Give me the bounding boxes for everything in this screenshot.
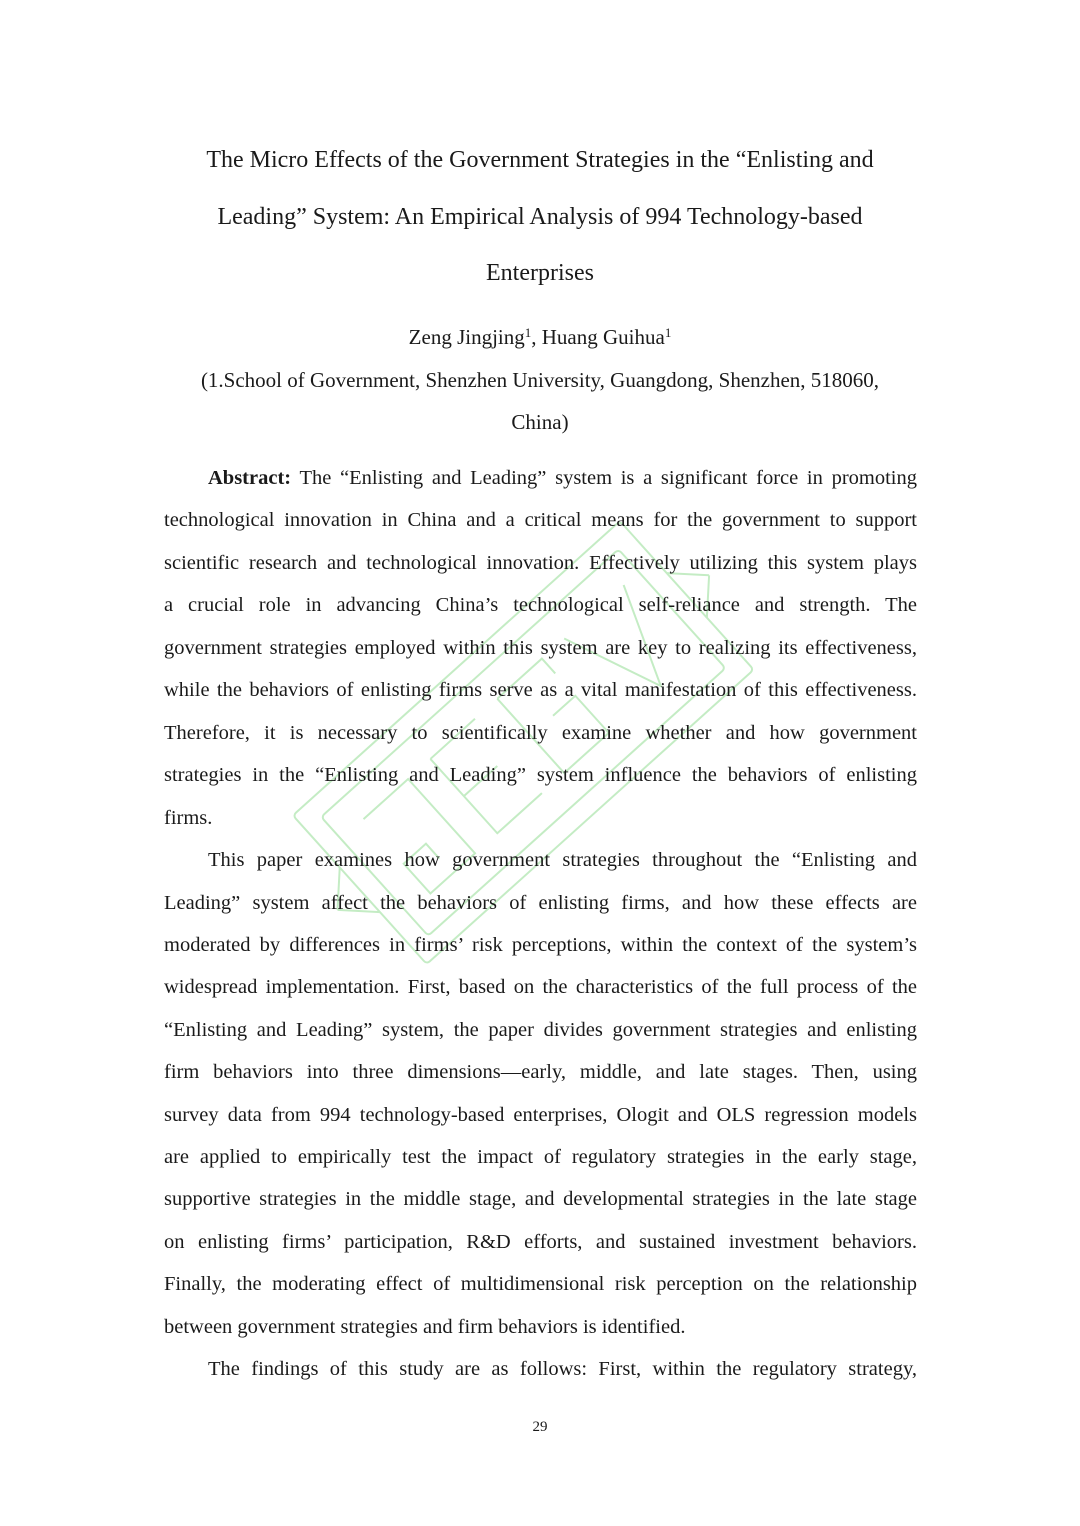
affiliation-mark: 1 [664,325,672,340]
body-line-text: government strategies employed within this system are key to realizing its effectiveness, [164,637,917,659]
body-line [164,1271,917,1297]
body-line-text: widespread implementation. First, based on the characteristics of the full process of the [164,976,917,998]
body-line [164,762,917,788]
body-line-text: Finally, the moderating effect of multidimensional risk perception on the relationship [164,1273,917,1295]
paper-title-line: The Micro Effects of the Government Strategies in the “Enlisting and [206,147,874,173]
author-separator: , [531,325,542,349]
abstract-line [208,465,917,491]
paper-title-line: Leading” System: An Empirical Analysis of 994 Technology-based [217,204,863,230]
body-line [164,1314,917,1340]
affiliation-line: (1.School of Government, Shenzhen University, Guangdong, Shenzhen, 518060, [200,368,880,392]
body-line-text: “Enlisting and Leading” system, the paper divides government strategies and enlisting [164,1019,917,1041]
affiliation-mark: 1 [524,325,532,340]
body-line-text: while the behaviors of enlisting firms serve as a vital manifestation of this effectiveness. [164,679,917,701]
body-line [164,805,917,831]
body-line-text: a crucial role in advancing China’s technological self-reliance and strength. The [164,594,917,616]
body-line [164,1186,917,1212]
body-line [164,1102,917,1128]
body-line-text: Therefore, it is necessary to scientifically examine whether and how government [164,722,917,744]
abstract-label: Abstract: [208,467,292,489]
body-line-text: technological innovation in China and a critical means for the government to support [164,509,917,531]
body-line [208,847,917,873]
author-name: Zeng Jingjing [408,325,525,349]
body-line [164,592,917,618]
body-line [164,550,917,576]
body-line [164,720,917,746]
body-line [164,890,917,916]
body-line-text: firms. [164,807,213,829]
body-line [164,1144,917,1170]
author-name: Huang Guihua [541,325,665,349]
body-line-text: The findings of this study are as follows: First, within the regulatory strategy, [208,1358,917,1380]
watermark-logo-icon [250,440,810,1060]
body-line [164,677,917,703]
abstract-text: The “Enlisting and Leading” system is a significant force in promoting [291,467,917,489]
body-line [164,1059,917,1085]
authors-line [0,323,1080,351]
body-line [164,635,917,661]
body-line-text: on enlisting firms’ participation, R&D efforts, and sustained investment behaviors. [164,1231,917,1253]
body-line [208,1356,917,1382]
body-line-text: firm behaviors into three dimensions—early, middle, and late stages. Then, using [164,1061,917,1083]
body-line-text: strategies in the “Enlisting and Leading” system influence the behaviors of enlisting [164,764,917,786]
body-line-text: This paper examines how government strategies throughout the “Enlisting and [208,849,917,871]
body-line [164,974,917,1000]
body-line-text: scientific research and technological innovation. Effectively utilizing this system plays [164,552,917,574]
body-line-text: survey data from 994 technology-based enterprises, Ologit and OLS regression models [164,1104,917,1126]
body-line [164,1229,917,1255]
body-line-text: Leading” system affect the behaviors of enlisting firms, and how these effects are [164,892,917,914]
body-line-text: are applied to empirically test the impact of regulatory strategies in the early stage, [164,1146,917,1168]
body-line-text: moderated by differences in firms’ risk perceptions, within the context of the system’s [164,934,917,956]
body-line [164,1017,917,1043]
body-line-text: between government strategies and firm behaviors is identified. [164,1316,686,1338]
paper-title-line: Enterprises [486,260,594,286]
affiliation-line: China) [511,410,569,434]
page-number: 29 [532,1419,548,1435]
body-line-text: supportive strategies in the middle stage, and developmental strategies in the late stage [164,1188,917,1210]
body-line [164,932,917,958]
body-line [164,507,917,533]
